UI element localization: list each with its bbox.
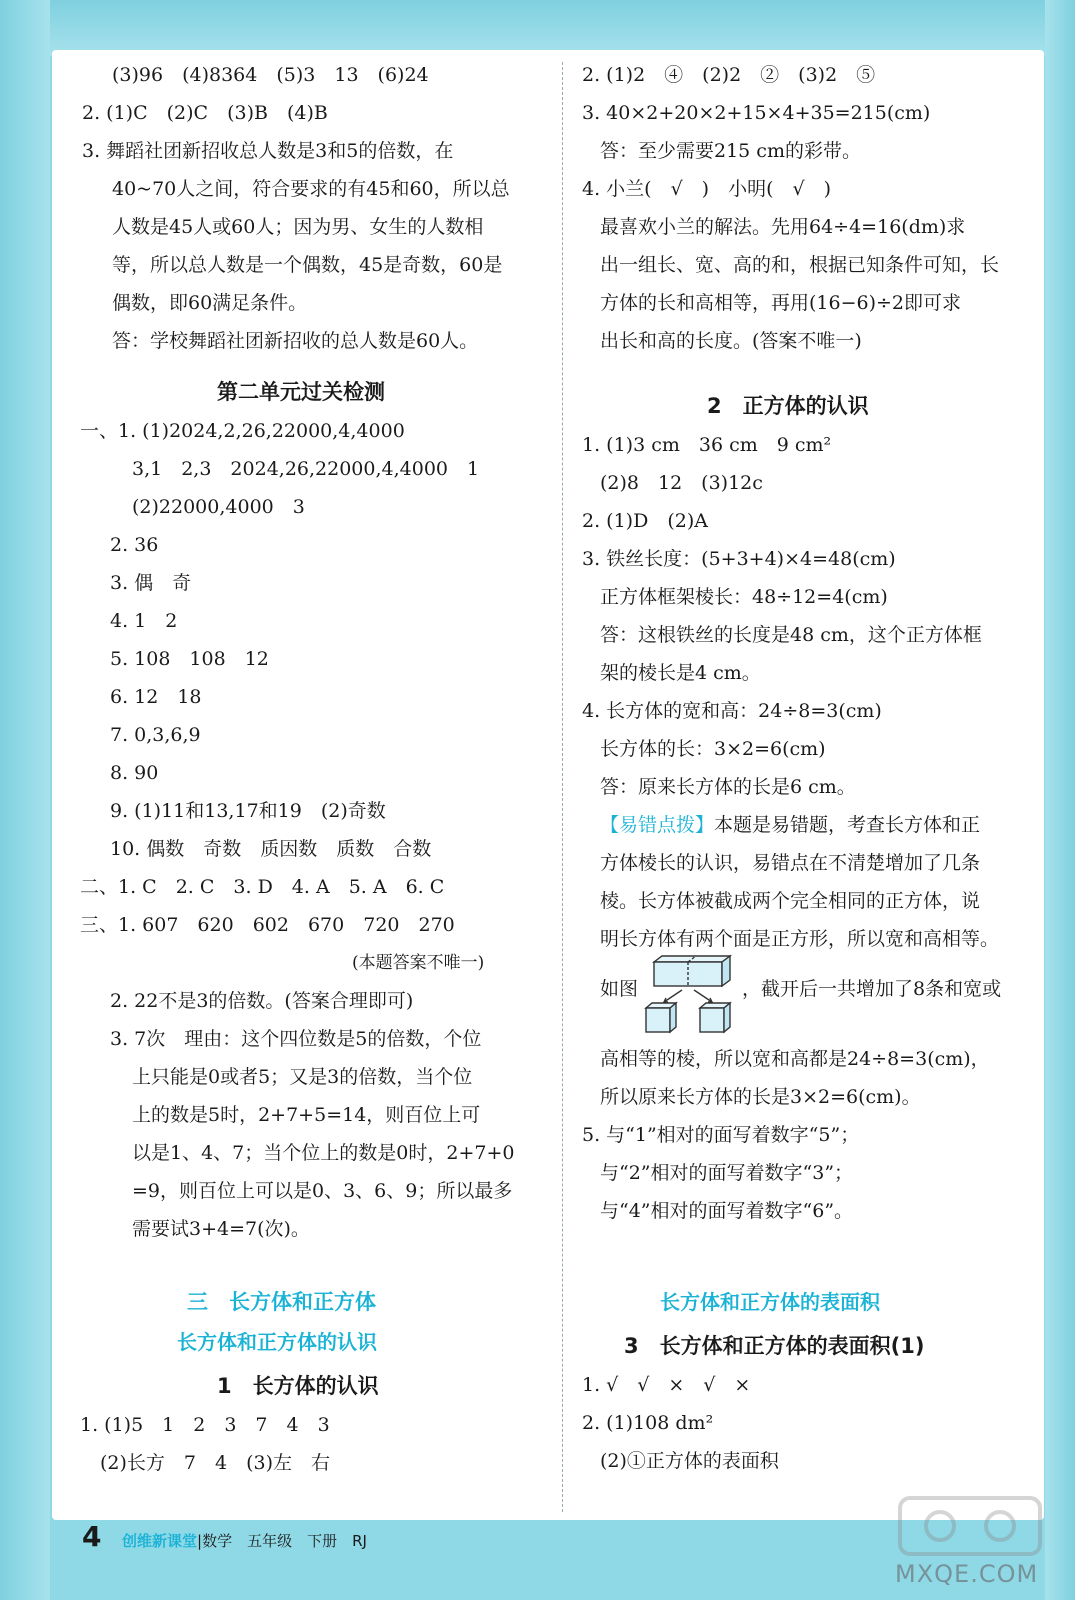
- answer-line: 方体的长和高相等，再用(16−6)÷2即可求: [600, 292, 962, 314]
- error-tip-line: 【易错点拨】本题是易错题，考查长方体和正: [600, 814, 981, 836]
- answer-line: (3)96 (4)8364 (5)3 13 (6)24: [112, 64, 429, 86]
- answer-line: 3. 偶 奇: [110, 572, 192, 594]
- answer-line: 长方体的长：3×2=6(cm): [600, 738, 826, 760]
- answer-line: 4. 长方体的宽和高：24÷8=3(cm): [582, 700, 882, 722]
- lesson2-title: 2 正方体的认识: [707, 394, 869, 418]
- answer-line: 答：这根铁丝的长度是48 cm，这个正方体框: [600, 624, 982, 646]
- answer-line: 5. 108 108 12: [110, 648, 269, 670]
- answer-page: [52, 50, 1044, 1520]
- answer-line: 2. (1)D (2)A: [582, 510, 708, 532]
- answer-line: 答：学校舞蹈社团新招收的总人数是60人。: [112, 330, 479, 352]
- answer-line: 出长和高的长度。(答案不唯一): [600, 330, 862, 352]
- answer-line: 40~70人之间，符合要求的有45和60，所以总: [112, 178, 510, 200]
- answer-line: =9，则百位上可以是0、3、6、9；所以最多: [132, 1180, 513, 1202]
- answer-line: 1. (1)3 cm 36 cm 9 cm²: [582, 434, 832, 456]
- chapter3-title: 三 长方体和正方体: [187, 1290, 376, 1314]
- error-tip-line: 所以原来长方体的长是3×2=6(cm)。: [600, 1086, 921, 1108]
- page-frame-left: [0, 0, 50, 1600]
- note-answer-not-unique: (本题答案不唯一): [352, 953, 485, 973]
- brand-name: 创维新课堂: [122, 1532, 198, 1550]
- answer-line: 3. 40×2+20×2+15×4+35=215(cm): [582, 102, 931, 124]
- error-tip-line: 明长方体有两个面是正方形，所以宽和高相等。: [600, 928, 1000, 950]
- answer-line: 4. 小兰( √ ) 小明( √ ): [582, 178, 832, 200]
- answer-line: 7. 0,3,6,9: [110, 724, 201, 746]
- answer-line: 5. 与“1”相对的面写着数字“5”；: [582, 1124, 860, 1146]
- answer-line: 上只能是0或者5；又是3的倍数，当个位: [132, 1066, 473, 1088]
- figure-prefix: 如图: [600, 978, 639, 1000]
- lesson1-title: 1 长方体的认识: [217, 1374, 379, 1398]
- answer-line: 三、1. 607 620 602 670 720 270: [80, 914, 455, 936]
- answer-line: (2)长方 7 4 (3)左 右: [100, 1452, 331, 1474]
- answer-line: 答：原来长方体的长是6 cm。: [600, 776, 856, 798]
- page-number: 4: [82, 1520, 102, 1553]
- error-tip-line: 方体棱长的认识，易错点在不清楚增加了几条: [600, 852, 981, 874]
- answer-line: 4. 1 2: [110, 610, 178, 632]
- error-tip-line: 棱。长方体被截成两个完全相同的正方体，说: [600, 890, 981, 912]
- answer-line: 1. (1)5 1 2 3 7 4 3: [80, 1414, 330, 1436]
- book-info: |数学 五年级 下册 RJ: [197, 1532, 367, 1550]
- answer-line: 6. 12 18: [110, 686, 202, 708]
- answer-line: 3. 舞蹈社团新招收总人数是3和5的倍数，在: [82, 140, 454, 162]
- cuboid-cut-figure: [642, 952, 738, 1034]
- answer-line: 等，所以总人数是一个偶数，45是奇数，60是: [112, 254, 503, 276]
- page-frame-right: [1045, 0, 1075, 1600]
- answer-line: 9. (1)11和13,17和19 (2)奇数: [110, 800, 386, 822]
- answer-line: 架的棱长是4 cm。: [600, 662, 761, 684]
- answer-line: 最喜欢小兰的解法。先用64÷4=16(dm)求: [600, 216, 966, 238]
- unit2-title: 第二单元过关检测: [217, 380, 385, 404]
- answer-line: 正方体框架棱长：48÷12=4(cm): [600, 586, 888, 608]
- answer-line: 3,1 2,3 2024,26,22000,4,4000 1: [132, 458, 480, 480]
- page-frame-top: [0, 0, 1075, 56]
- answer-line: 10. 偶数 奇数 质因数 质数 合数: [110, 838, 432, 860]
- answer-line: 答：至少需要215 cm的彩带。: [600, 140, 861, 162]
- answer-line: 以是1、4、7；当个位上的数是0时，2+7+0: [132, 1142, 515, 1164]
- answer-line: 2. (1)108 dm²: [582, 1412, 714, 1434]
- answer-line: 出一组长、宽、高的和，根据已知条件可知，长: [600, 254, 1000, 276]
- answer-line: 偶数，即60满足条件。: [112, 292, 308, 314]
- answer-line: 2. 36: [110, 534, 159, 556]
- watermark-text: MXQE.COM: [895, 1560, 1039, 1588]
- answer-line: 8. 90: [110, 762, 159, 784]
- answer-line: 3. 7次 理由：这个四位数是5的倍数，个位: [110, 1028, 482, 1050]
- answer-line: 3. 铁丝长度：(5+3+4)×4=48(cm): [582, 548, 896, 570]
- answer-line: 2. (1)2 ④ (2)2 ② (3)2 ⑤: [582, 64, 876, 86]
- column-divider: [562, 62, 563, 1512]
- error-tip-line: 高相等的棱，所以宽和高都是24÷8=3(cm)，: [600, 1048, 990, 1070]
- error-tip-tag: 【易错点拨】: [600, 814, 715, 836]
- figure-suffix: ，截开后一共增加了8条和宽或: [742, 978, 1002, 1000]
- answer-line: 2. (1)C (2)C (3)B (4)B: [82, 102, 328, 124]
- answer-line: 与“4”相对的面写着数字“6”。: [600, 1200, 854, 1222]
- lesson3-title: 3 长方体和正方体的表面积(1): [624, 1334, 925, 1358]
- section2-title: 长方体和正方体的表面积: [660, 1290, 880, 1314]
- answer-line: 1. √ √ × √ ×: [582, 1374, 751, 1396]
- footer-brand: [122, 1530, 367, 1551]
- section-title: 长方体和正方体的认识: [177, 1330, 377, 1354]
- answer-line: 一、1. (1)2024,2,26,22000,4,4000: [80, 420, 405, 442]
- answer-line: 与“2”相对的面写着数字“3”；: [600, 1162, 854, 1184]
- answer-line: (2)①正方体的表面积: [600, 1450, 779, 1472]
- answer-line: (2)22000,4000 3: [132, 496, 305, 518]
- answer-line: 需要试3+4=7(次)。: [132, 1218, 310, 1240]
- answer-line: 二、1. C 2. C 3. D 4. A 5. A 6. C: [80, 876, 445, 898]
- answer-line: 2. 22不是3的倍数。(答案合理即可): [110, 990, 414, 1012]
- answer-line: 人数是45人或60人；因为男、女生的人数相: [112, 216, 484, 238]
- answer-line: (2)8 12 (3)12c: [600, 472, 763, 494]
- answer-line: 上的数是5时，2+7+5=14，则百位上可: [132, 1104, 481, 1126]
